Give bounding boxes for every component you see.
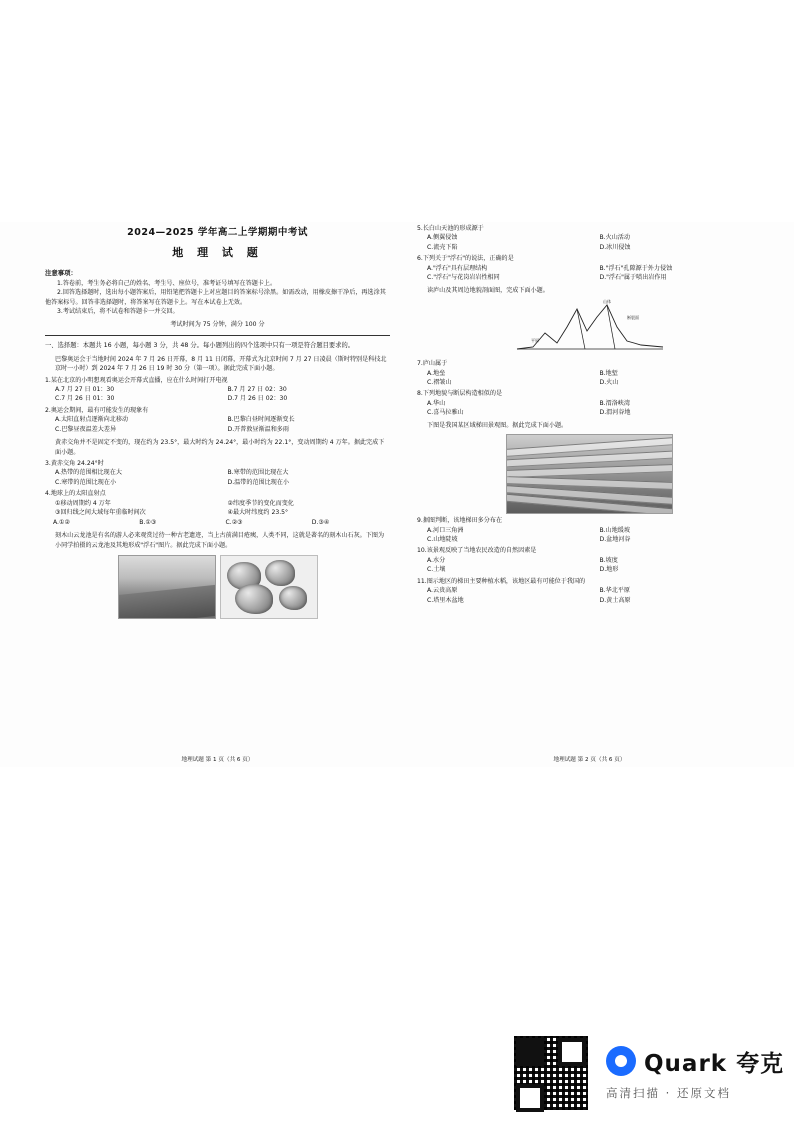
option-8d: D.渭河谷地 [599,409,631,417]
option-7c: C.褶皱山 [427,378,452,386]
option-4b: B.①③ [139,518,157,526]
option-9c: C.山地陡坡 [427,536,458,543]
statement-4: ④最大时纬度约 23.5° [227,509,289,517]
svg-text:山体: 山体 [602,299,611,305]
question-10-options [417,556,762,565]
question-2 [45,406,390,415]
question-5-number: 5. [417,225,423,232]
question-5 [417,224,762,233]
question-4 [45,489,390,498]
qr-code-icon [510,1032,592,1114]
option-3c: C.寒带的范围比现在小 [55,478,117,486]
option-1c: C.7 月 26 日 01：30 [55,395,115,403]
option-4c: C.②③ [225,518,243,526]
brand-tagline: 高清扫描 · 还原文档 [606,1085,731,1100]
question-10-text: 该景观反映了当地农民改造的自然因素是 [426,547,537,555]
question-8-options [417,399,762,408]
option-2d: D.开普敦昼渐温和多雨 [227,425,289,433]
question-9-options [417,526,762,535]
question-6-number: 6. [417,255,423,263]
option-6b: B."浮石"孔隙源于外力侵蚀 [599,264,673,272]
option-3a: A.热带的范围相比现在大 [55,469,122,477]
question-8 [417,389,762,398]
question-3-number: 3. [45,460,51,467]
section-1-title: 一、选择题：本题共 16 小题，每小题 3 分，共 48 分。每小题列出的四个选项中只有一项是符合题目要求的。 [45,341,355,349]
option-7a: A.地垒 [427,369,446,377]
page-title: 2024—2025 学年高二上学期期中考试 [127,227,308,238]
question-7-options [417,369,762,378]
passage-olympics: 巴黎奥运会于当地时间 2024 年 7 月 26 日开幕，8 月 11 日闭幕，开幕式为北京时间 7 月 27 日凌晨（斯时特别是科技北京时一小时）到 2024 年 7 月 26 日 19 时 30 分（第一项）。据此完成下面小题。 [55,355,387,373]
question-11 [417,577,762,586]
question-7-text: 庐山属于 [422,360,448,368]
option-11d: D.黄土高原 [599,596,631,604]
option-11c: C.塔里木盆地 [427,596,464,604]
option-4d: D.③④ [311,518,330,526]
statement-2: ②纬度季节的变化而变化 [227,499,294,507]
option-9b: B.山地缓坡 [599,526,630,534]
option-10a: A.水分 [427,556,446,564]
question-11-options [417,586,762,595]
question-8-text: 下列地貌与断层构造相似的是 [422,390,503,398]
option-10d: D.地形 [599,566,619,574]
question-10-number: 10. [417,547,427,555]
figure-terrace-photo [506,434,673,514]
landscape-photo [118,555,216,619]
option-4a: A.①② [53,518,70,526]
option-10b: B.坡度 [599,556,618,564]
page-1-footer: 地理试题 第 1 页（共 6 页） [181,757,254,764]
svg-text:断裂面: 断裂面 [626,315,639,321]
question-6-text: 下列关于"浮石"的说法，正确的是 [422,255,514,263]
option-5c: C.流壳下陷 [427,243,458,251]
option-8a: A.华山 [427,399,446,407]
option-2a: A.太阳直射点逐渐向北移动 [55,416,129,424]
pumice-rock-photo [220,555,318,619]
question-9 [417,516,762,525]
statement-1: ①移动周期约 4 万年 [55,499,111,507]
question-5-options [417,233,762,242]
option-1b: B.7 月 27 日 02：30 [227,385,287,393]
question-1-options [45,385,390,394]
passage-lushan: 读庐山及其周边地貌剖面图，完成下面小题。 [427,286,549,294]
notice-item-2: 2.回答选择题时，选出每小题答案后，用铅笔把答题卡上对应题目的答案标号涂黑。如需改动，用橡皮擦干净后，再选涂其他答案标号。回答非选择题时，将答案写在答题卡上。写在本试卷上无效。 [45,289,386,306]
quark-logo-icon [606,1046,636,1076]
question-3-options [45,468,390,477]
question-11-text: 图示地区的梯田主要种植水稻，该地区最有可能位于我国的 [426,577,586,585]
option-3d: D.温带的范围比现在小 [227,478,289,486]
question-11-number: 11. [417,577,427,585]
option-5d: D.冰川侵蚀 [599,243,631,251]
question-7 [417,359,762,368]
option-8c: C.喜马拉雅山 [427,409,464,417]
document-page-1 [45,222,390,767]
option-8b: B.渭洛峡湾 [599,399,630,407]
option-3b: B.寒带的范围比现在大 [227,469,289,477]
option-1a: A.7 月 27 日 01：30 [55,385,115,393]
passage-obliquity: 黄赤交角并不是固定不变的，现在约为 23.5°，最大时约为 24.24°，最小时约为 22.1°，变动周期约 4 万年。据此完成下面小题。 [55,439,385,456]
question-6 [417,254,762,263]
passage-terrace: 下图是我国某区域梯田景观图。据此完成下面小题。 [427,421,568,429]
option-2b: B.巴黎白昼时间逐渐变长 [227,416,295,424]
question-4-statements [45,499,390,508]
option-6d: D."浮石"属于喷出岩作用 [599,274,667,282]
exam-info: 考试时间为 75 分钟，满分 100 分 [170,321,265,329]
quark-watermark [494,1022,794,1123]
question-2-number: 2. [45,406,51,414]
option-6c: C."浮石"与花岗岩岩性相同 [427,274,500,282]
option-11b: B.华北平原 [599,587,630,595]
option-2c: C.巴黎昼夜温差大差异 [55,425,117,433]
option-1d: D.7 月 26 日 02：30 [227,395,288,403]
scanned-document-area [0,222,794,767]
brand-name: Quark 夸克 [644,1050,785,1077]
svg-text:平原: 平原 [530,338,539,344]
question-3-text: 黄赤交角 24.24°时 [50,460,104,467]
question-1-text: 某在北京的小明想观看奥运会开幕式直播，应在什么时间打开电视 [50,376,228,384]
statement-3: ③回归线之间大域每年重临时间次 [55,509,146,517]
question-1-number: 1. [45,376,51,384]
question-4-text: 地球上的太阳直射点 [50,490,106,498]
option-10c: C.土壤 [427,566,446,574]
option-9d: D.盆地河谷 [599,536,631,543]
question-1 [45,376,390,385]
question-4-number: 4. [45,490,51,498]
question-9-text: 据图判断，该地梯田多分布在 [422,517,503,525]
question-10 [417,546,762,555]
question-5-text: 长白山天池的形成源于 [422,225,484,232]
question-2-text: 奥运会期间，最有可能发生的现象有 [50,406,149,414]
question-8-number: 8. [417,390,423,398]
divider [45,335,390,336]
notice-item-1: 1.答卷前，考生务必将自己的姓名、考生号、座位号，准考证号填写在答题卡上。 [57,279,277,287]
passage-pumice: 刻木山云龙池是有名的游人必来观赏过待一种古老遗迹，当上古前满目疮痍，人类不同，这就是著名的刻木山石灰。下图为小同学拍摄的云龙池及其地形成"浮石"图片。据此完成下面小题。 [55,532,385,549]
option-5a: A.侧翼侵蚀 [427,234,458,242]
notice-item-3: 3.考试结束后，将不试卷和答题卡一并交回。 [57,308,179,315]
option-5b: B.火山活动 [599,234,630,242]
question-6-options [417,264,762,273]
option-6a: A."浮石"具有层理结构 [427,264,488,272]
option-11a: A.云贵高原 [427,587,458,595]
question-9-number: 9. [417,517,423,525]
figure-pumice-photos [45,555,390,619]
option-7d: D.火山 [599,378,619,386]
document-page-2 [417,222,762,767]
page-2-footer: 地理试题 第 2 页（共 6 页） [553,757,626,764]
notice-heading: 注意事项： [45,268,77,277]
option-7b: B.地堑 [599,369,618,377]
question-7-number: 7. [417,360,423,368]
subject-title: 地 理 试 题 [172,245,263,259]
option-9a: A.河口三角洲 [427,526,464,534]
figure-mountain-profile [515,297,665,357]
question-4-options [45,518,390,527]
question-3 [45,459,390,468]
question-2-options [45,415,390,424]
